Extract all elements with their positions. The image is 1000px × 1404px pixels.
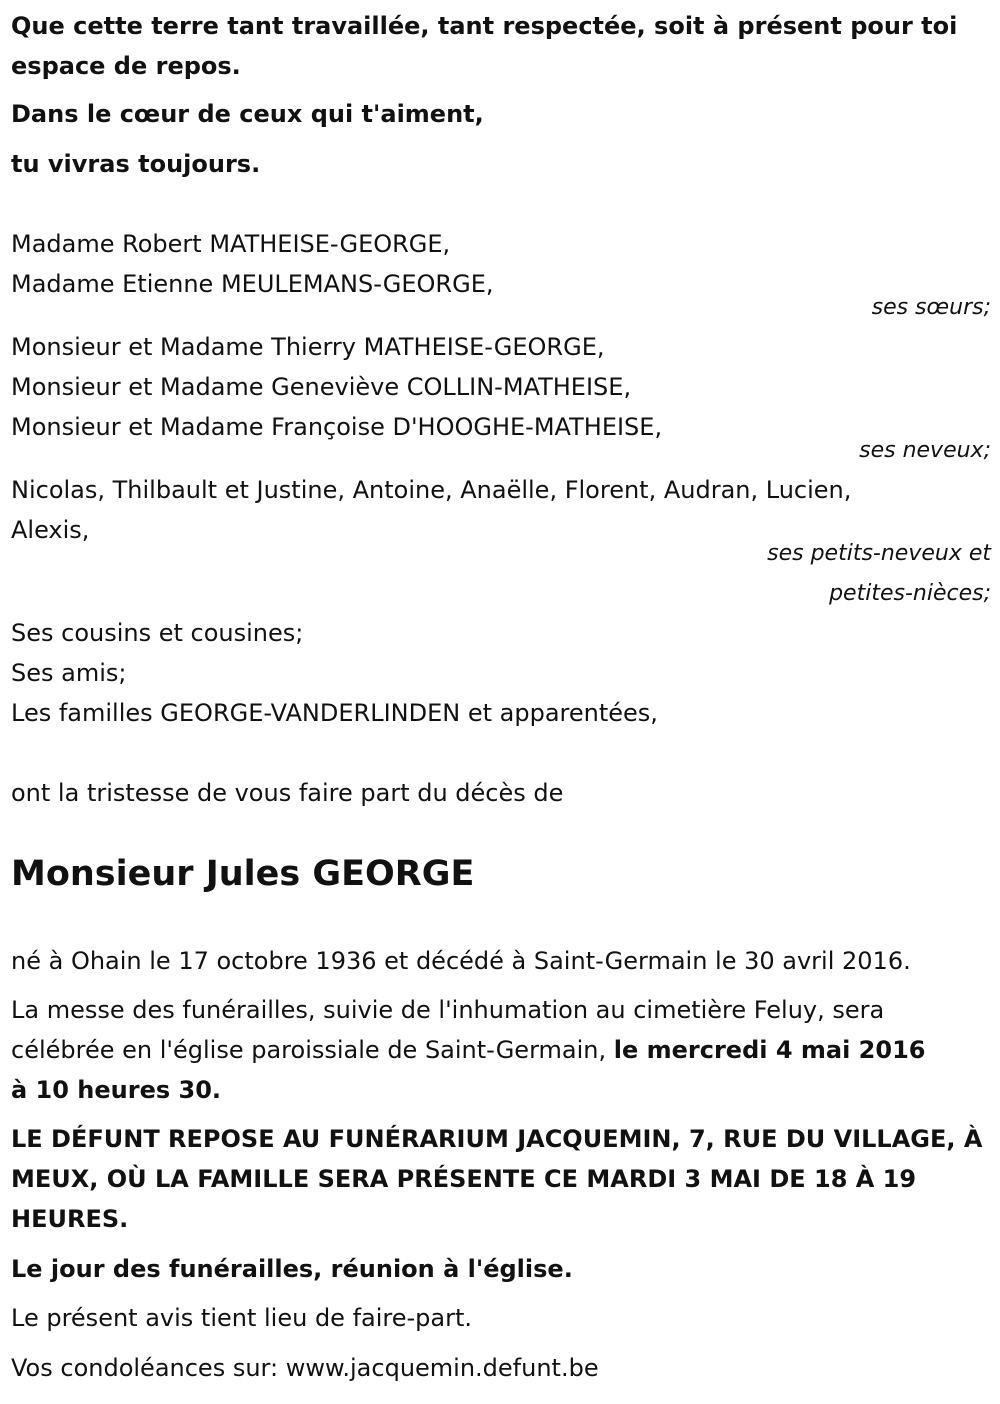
meeting-note: Le jour des funérailles, réunion à l'église. <box>11 1255 573 1283</box>
nephew-name-1: Monsieur et Madame Thierry MATHEISE-GEORGE, <box>11 333 605 361</box>
others-cousins: Ses cousins et cousines; <box>11 619 304 647</box>
relation-grandnephews-line-1: ses petits-neveux et <box>767 541 991 566</box>
relation-sisters: ses sœurs; <box>871 295 991 320</box>
mass-line-2 <box>11 1030 925 1070</box>
mass-date: le mercredi 4 mai 2016 <box>613 1036 926 1064</box>
others-friends: Ses amis; <box>11 659 127 687</box>
epigraph-line-4: tu vivras toujours. <box>11 150 261 178</box>
announcement: ont la tristesse de vous faire part du décès de <box>11 779 564 807</box>
condolences: Vos condoléances sur: www.jacquemin.defunt.be <box>11 1354 599 1382</box>
mass-line-1: La messe des funérailles, suivie de l'inhumation au cimetière Feluy, sera <box>11 996 885 1024</box>
epigraph-line-2: espace de repos. <box>11 52 241 80</box>
mass-time: à 10 heures 30. <box>11 1076 222 1104</box>
notice: Le présent avis tient lieu de faire-part. <box>11 1304 473 1332</box>
nephew-name-2: Monsieur et Madame Geneviève COLLIN-MATHEISE, <box>11 373 632 401</box>
sister-name-1: Madame Robert MATHEISE-GEORGE, <box>11 230 451 258</box>
sister-name-2: Madame Etienne MEULEMANS-GEORGE, <box>11 270 494 298</box>
birth-death: né à Ohain le 17 octobre 1936 et décédé à Saint-Germain le 30 avril 2016. <box>11 947 911 975</box>
funerarium-line-3: HEURES. <box>11 1205 129 1233</box>
funerarium-line-2: MEUX, OÙ LA FAMILLE SERA PRÉSENTE CE MARDI 3 MAI DE 18 À 19 <box>11 1165 917 1193</box>
grandnephews-names-line-1: Nicolas, Thilbault et Justine, Antoine, Anaëlle, Florent, Audran, Lucien, <box>11 476 852 504</box>
relation-nephews: ses neveux; <box>859 438 991 463</box>
epigraph-line-1: Que cette terre tant travaillée, tant respectée, soit à présent pour toi <box>11 12 958 40</box>
epigraph-line-3: Dans le cœur de ceux qui t'aiment, <box>11 100 484 128</box>
nephew-name-3: Monsieur et Madame Françoise D'HOOGHE-MATHEISE, <box>11 413 663 441</box>
relation-grandnephews-line-2: petites-nièces; <box>829 581 991 606</box>
grandnephews-names-line-2: Alexis, <box>11 516 90 544</box>
funerarium-line-1: LE DÉFUNT REPOSE AU FUNÉRARIUM JACQUEMIN, 7, RUE DU VILLAGE, À <box>11 1125 983 1153</box>
deceased-name: Monsieur Jules GEORGE <box>11 854 475 894</box>
mass-line-2-regular: célébrée en l'église paroissiale de Saint-Germain, <box>11 1036 614 1064</box>
others-families: Les familles GEORGE-VANDERLINDEN et apparentées, <box>11 699 658 727</box>
